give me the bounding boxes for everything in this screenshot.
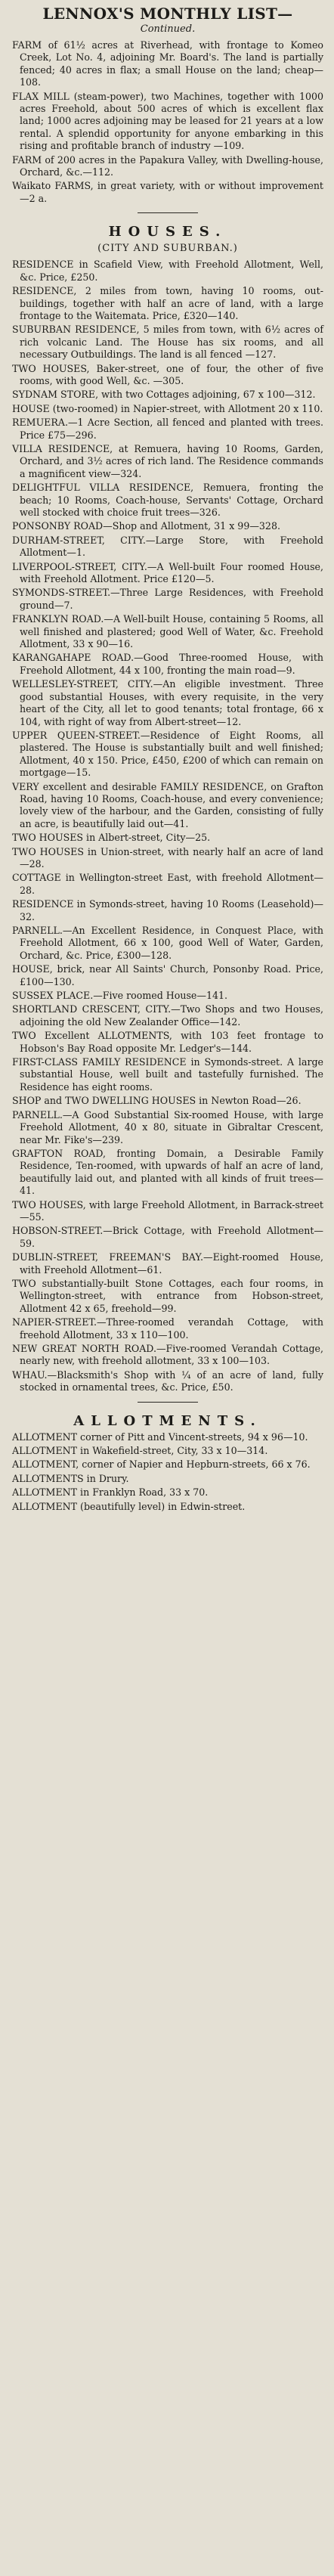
house-listing: SUSSEX PLACE.—Five roomed House—141. [12, 990, 228, 1002]
farm-listing: FLAX MILL (steam-power), two Machines, together with 1000 acres Freehold, about 500 acres of which is excellent flax land; 1000 acres adjoining may be leased for 21 years at a low rental. A splendid opportunity for anyone embarking in this rising and profitable branch of industry —109. [12, 90, 323, 152]
allotment-listing: ALLOTMENT (beautifully level) in Edwin-street. [12, 1500, 246, 1512]
house-listing: PARNELL.—A Good Substantial Six-roomed House, with large Freehold Allotment, 40 x 80, situate in Gibraltar Crescent, near Mr. Fike's—239. [12, 1108, 323, 1145]
house-listing: WHAU.—Blacksmith's Shop with ¼ of an acre of land, fully stocked in ornamental trees, &c. Price, £50. [12, 1369, 323, 1393]
allotment-listing: ALLOTMENT in Wakefield-street, City, 33 x 10—314. [12, 1445, 268, 1457]
house-listing: NEW GREAT NORTH ROAD.—Five-roomed Verandah Cottage, nearly new, with freehold allotment, 33 x 100—103. [12, 1343, 323, 1367]
houses-subheading: (CITY AND SUBURBAN.) [97, 243, 238, 255]
farm-listing: FARM of 61½ acres at Riverhead, with frontage to Komeo Creek, Lot No. 4, adjoining Mr. Board's. The land is partially fenced; 40 acres in flax; a small House on the land; cheap—108. [12, 39, 323, 88]
house-listing: RESIDENCE in Scafield View, with Freehold Allotment, Well, &c. Price, £250. [12, 259, 323, 283]
page-title: LENNOX'S MONTHLY LIST— [42, 5, 293, 23]
house-listing: VERY excellent and desirable FAMILY RESIDENCE, on Grafton Road, having 10 Rooms, Coach-house, and every convenience; lovely view of the harbour, and the Garden, consisting of fully an acre, is beautifully laid out—41. [12, 780, 323, 829]
allotments-heading: ALLOTMENTS. [73, 1412, 262, 1429]
house-listing: PONSONBY ROAD—Shop and Allotment, 31 x 99—328. [12, 520, 280, 532]
continued-label: Continued. [140, 23, 196, 35]
house-listing: PARNELL.—An Excellent Residence, in Conquest Place, with Freehold Allotment, 66 x 100, good Well of Water, Garden, Orchard, &c. Price, £300—128. [12, 925, 323, 961]
section-divider [138, 212, 198, 213]
farm-listings [12, 39, 323, 205]
house-listing: SHORTLAND CRESCENT, CITY.—Two Shops and two Houses, adjoining the old New Zealander Office—142. [12, 1003, 323, 1028]
house-listing: HOUSE (two-roomed) in Napier-street, with Allotment 20 x 110. [12, 402, 323, 414]
house-listing: SYDNAM STORE, with two Cottages adjoining, 67 x 100—312. [12, 389, 316, 401]
house-listing: TWO HOUSES, with large Freehold Allotment, in Barrack-street—55. [12, 1198, 323, 1223]
house-listing: COTTAGE in Wellington-street East, with freehold Allotment—28. [12, 872, 323, 896]
allotment-listing: ALLOTMENT, corner of Napier and Hepburn-streets, 66 x 76. [12, 1458, 311, 1471]
house-listing: SUBURBAN RESIDENCE, 5 miles from town, with 6½ acres of rich volcanic Land. The House has six rooms, and all necessary Outbuildings. The land is all fenced —127. [12, 324, 323, 361]
allotment-listings [12, 1431, 323, 1513]
farm-listing: FARM of 200 acres in the Papakura Valley, with Dwelling-house, Orchard, &c.—112. [12, 153, 323, 178]
houses-heading: HOUSES. [108, 224, 227, 240]
allotment-listing: ALLOTMENT in Franklyn Road, 33 x 70. [12, 1486, 209, 1499]
house-listing: SHOP and TWO DWELLING HOUSES in Newton Road—26. [12, 1095, 302, 1107]
house-listing: DURHAM-STREET, CITY.—Large Store, with Freehold Allotment—1. [12, 534, 323, 559]
farm-listing: Waikato FARMS, in great variety, with or without improvement—2 a. [12, 180, 323, 204]
house-listing: TWO Excellent ALLOTMENTS, with 103 feet frontage to Hobson's Bay Road opposite Mr. Ledger's—144. [12, 1030, 323, 1054]
house-listing: KARANGAHAPE ROAD.—Good Three-roomed House, with Freehold Allotment, 44 x 100, fronting the main road—9. [12, 652, 323, 676]
house-listings [12, 259, 323, 1393]
allotment-listing: ALLOTMENT corner of Pitt and Vincent-streets, 94 x 96—10. [12, 1431, 308, 1443]
house-listing: HOBSON-STREET.—Brick Cottage, with Freehold Allotment—59. [12, 1225, 323, 1249]
house-listing: RESIDENCE, 2 miles from town, having 10 rooms, out-buildings, together with half an acre of land, with a large frontage to the Waitemata. Price, £320—140. [12, 285, 323, 321]
house-listing: TWO HOUSES in Albert-street, City—25. [12, 832, 211, 844]
house-listing: RESIDENCE in Symonds-street, having 10 Rooms (Leasehold)—32. [12, 898, 323, 922]
allotment-listing: ALLOTMENTS in Drury. [12, 1472, 129, 1484]
house-listing: GRAFTON ROAD, fronting Domain, a Desirable Family Residence, Ten-roomed, with upwards of half an acre of land, beautifully laid out, and planted with all kinds of fruit trees—41. [12, 1147, 323, 1197]
house-listing: UPPER QUEEN-STREET.—Residence of Eight Rooms, all plastered. The House is substantially built and well finished; Allotment, 40 x 150. Price, £450, £200 of which can remain on mortgage—15. [12, 729, 323, 779]
house-listing: TWO HOUSES in Union-street, with nearly half an acre of land—28. [12, 845, 323, 870]
house-listing: TWO HOUSES, Baker-street, one of four, the other of five rooms, with good Well, &c. —305. [12, 362, 323, 386]
house-listing: DELIGHTFUL VILLA RESIDENCE, Remuera, fronting the beach; 10 Rooms, Coach-house, Servants' Cottage, Orchard well stocked with choice fruit trees—326. [12, 482, 323, 518]
house-listing: LIVERPOOL-STREET, CITY.—A Well-built Four roomed House, with Freehold Allotment. Price £120—5. [12, 560, 323, 585]
house-listing: FRANKLYN ROAD.—A Well-built House, containing 5 Rooms, all well finished and plastered; good Well of Water, &c. Freehold Allotment, 33 x 90—16. [12, 613, 323, 650]
section-divider [138, 1402, 198, 1403]
house-listing: HOUSE, brick, near All Saints' Church, Ponsonby Road. Price, £100—130. [12, 963, 323, 987]
house-listing: DUBLIN-STREET, FREEMAN'S BAY.—Eight-roomed House, with Freehold Allotment—61. [12, 1251, 323, 1276]
house-listing: FIRST-CLASS FAMILY RESIDENCE in Symonds-street. A large substantial House, well built and tastefully furnished. The Residence has eight rooms. [12, 1056, 323, 1093]
house-listing: WELLESLEY-STREET, CITY.—An eligible investment. Three good substantial Houses, with every requisite, in the very heart of the City, all let to good tenants; total frontage, 66 x 104, with right of way from Albert-street—12. [12, 678, 323, 727]
house-listing: TWO substantially-built Stone Cottages, each four rooms, in Wellington-street, with entrance from Hobson-street, Allotment 42 x 65, freehold—99. [12, 1277, 323, 1314]
house-listing: VILLA RESIDENCE, at Remuera, having 10 Rooms, Garden, Orchard, and 3½ acres of rich land. The Residence commands a magnificent view—324. [12, 442, 323, 479]
house-listing: NAPIER-STREET.—Three-roomed verandah Cottage, with freehold Allotment, 33 x 110—100. [12, 1316, 323, 1341]
house-listing: SYMONDS-STREET.—Three Large Residences, with Freehold ground—7. [12, 587, 323, 611]
house-listing: REMUERA.—1 Acre Section, all fenced and planted with trees. Price £75—296. [12, 417, 323, 441]
